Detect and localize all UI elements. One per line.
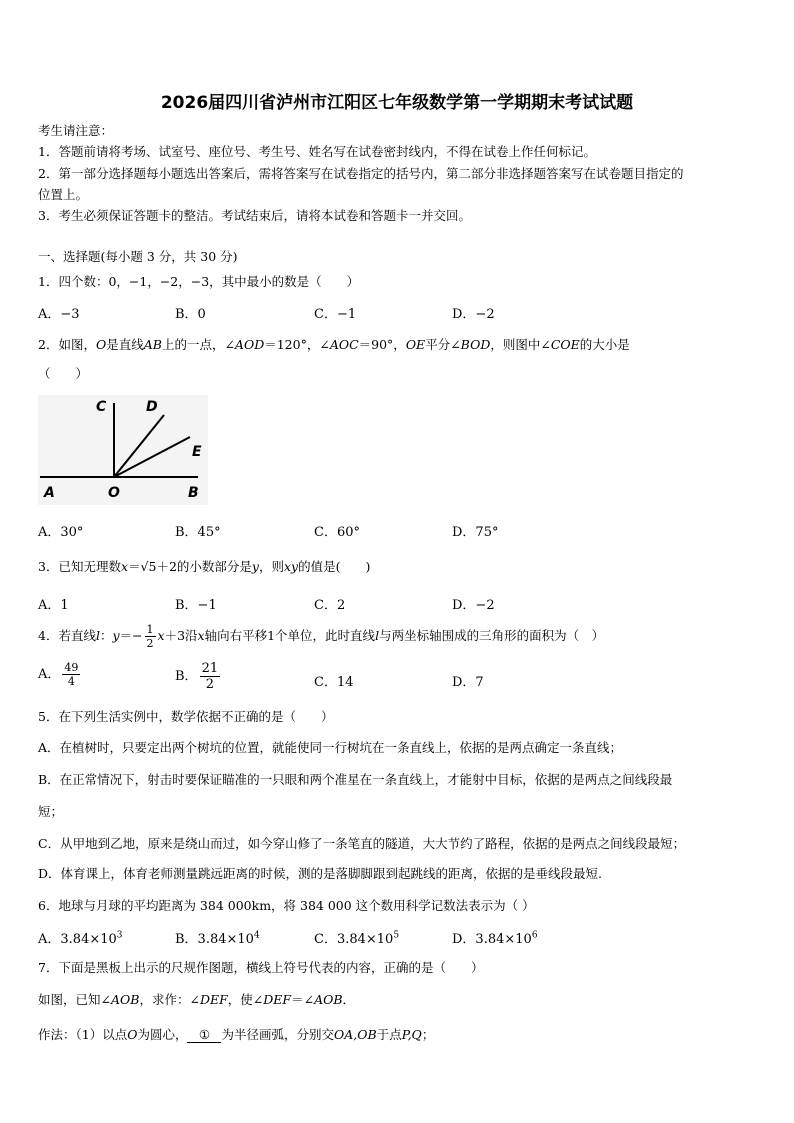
q6-option-a-exp: 3 [116,930,123,941]
q1-option-d: D．−2 [452,307,495,322]
q4-text: 轴向右平移1个单位，此时直线 [204,628,376,643]
q3-option-c: C．2 [314,598,346,613]
q4-text: 与两坐标轴围成的三角形的面积为（ ） [379,628,605,643]
q4-var: l [95,628,100,643]
label-e: E [192,444,202,460]
q6-option-a [38,928,123,947]
q2-text: ，则图中∠ [490,337,551,352]
q5-option-c: C．从甲地到乙地，原来是绕山而过，如今穿山修了一条笔直的隧道，大大节约了路程，依据的是两点之间线段最短； [38,836,686,851]
q3-option-d: D．−2 [452,598,495,613]
q2-text: 上的一点，∠ [161,337,235,352]
notice-item-2-cont: 位置上。 [38,187,89,202]
q3-text: ，则 [258,559,284,574]
q6-option-b [175,928,260,947]
q4-stem [38,623,604,650]
q2-text: 是直线 [106,337,144,352]
q7-var: DEF [199,992,228,1007]
q5-option-a: A．在植树时，只要定出两个树坑的位置，就能使同一行树坑在一条直线上，依据的是两点确定一条直线； [38,740,623,755]
label-d: D [146,399,158,415]
q4-var: x [197,628,205,643]
q4-option-b-num: 21 [201,661,219,676]
q6-option-d [452,928,538,947]
q7-text: 于点 [376,1027,402,1042]
q4-option-b-fraction [200,661,221,692]
q7-text: ，使∠ [227,992,264,1007]
q4-text: ： [99,628,113,643]
q2-var: AOC [329,337,359,352]
q2-var: OE [405,337,426,352]
q1-option-a: A．−3 [38,307,80,322]
q7-method [38,1025,434,1043]
q7-text: 作法：（1）以点 [38,1027,128,1042]
q4-option-a-den: 4 [67,675,75,688]
q7-text: ； [421,1027,435,1042]
notice-item-2: 2．第一部分选择题每小题选出答案后，需将答案写在试卷指定的括号内，第二部分非选择题答案写在试卷题目指定的 [38,166,684,181]
q5-option-b: B．在正常情况下，射击时要保证瞄准的一只眼和两个准星在一条直线上，才能射中目标，依据的是两点之间线段最 [38,772,673,787]
q7-text: ，求作：∠ [139,992,200,1007]
q2-var: AOD [234,337,265,352]
q4-fraction [145,623,156,650]
figure-background [38,395,208,505]
q2-var: AB [143,337,162,352]
q4-option-c: C．14 [314,675,354,690]
q3-var: xy [283,559,299,574]
q2-option-a: A．30° [38,525,84,540]
q4-fraction-num: 1 [146,623,154,636]
q4-var: y [112,628,120,643]
q7-var: OA,OB [334,1027,377,1042]
q2-figure [38,395,208,505]
q3-option-a: A．1 [38,598,69,613]
q1-option-b: B．0 [175,307,206,322]
q4-text: ＝− [119,628,143,643]
q5-option-d: D．体育课上，体育老师测量跳远距离的时候，测的是落脚脚跟到起跳线的距离，依据的是垂线段最短. [38,866,602,881]
q3-text: 3．已知无理数 [38,559,121,574]
notice-item-3: 3．考生必须保证答题卡的整洁。考试结束后，请将本试卷和答题卡一并交回。 [38,208,471,223]
q7-given [38,990,355,1008]
q4-option-b-den: 2 [205,677,214,692]
q7-text: ＝∠ [291,992,315,1007]
label-c: C [96,399,107,415]
q4-option-a-fraction [62,661,80,688]
label-b: B [188,485,199,501]
q2-option-b: B．45° [175,525,221,540]
q1-option-c: C．−1 [314,307,357,322]
label-a: A [44,485,55,501]
q6-option-b-base: B．3.84×10 [175,932,254,947]
q2-text: 平分∠ [425,337,461,352]
q4-option-a-label: A． [38,667,61,682]
section-heading: 一、选择题(每小题 3 分，共 30 分) [38,249,238,264]
q3-var: x [120,559,129,574]
q4-option-b [175,661,222,692]
q3-option-b: B．−1 [175,598,217,613]
q1-stem: 1．四个数：0，−1，−2，−3，其中最小的数是（ ） [38,274,360,289]
q2-option-d: D．75° [452,525,499,540]
q7-var: DEF [263,992,292,1007]
q7-text: 为半径画弧，分别交 [221,1027,334,1042]
q2-stem [38,335,630,353]
q7-blank: ① [187,1027,221,1043]
q2-paren: （ ） [38,366,89,381]
q3-text: 的值是( ) [298,559,371,574]
q6-option-b-exp: 4 [253,930,260,941]
q3-text: ＝√5＋2的小数部分是 [128,559,252,574]
page-title: 2026届四川省泸州市江阳区七年级数学第一学期期末考试试题 [160,93,634,113]
q2-text: ＝120°，∠ [264,337,330,352]
q6-option-c-base: C．3.84×10 [314,932,394,947]
q6-option-d-base: D．3.84×10 [452,932,532,947]
q4-fraction-den: 2 [146,637,154,650]
q2-var: O [95,337,107,352]
q7-var: P,Q [401,1027,422,1042]
q4-option-d: D．7 [452,675,484,690]
q4-text: 4．若直线 [38,628,96,643]
q2-text: 的大小是 [579,337,630,352]
q7-text: 为圆心， [137,1027,188,1042]
q4-option-b-label: B． [175,669,198,684]
q6-option-a-base: A．3.84×10 [38,932,117,947]
q7-text: ． [342,992,356,1007]
q2-var: COE [550,337,580,352]
q6-option-c [314,928,399,947]
q4-option-a [38,661,82,688]
q5-stem: 5．在下列生活实例中，数学依据不正确的是（ ） [38,709,334,724]
q6-option-d-exp: 6 [531,930,538,941]
q7-var: AOB [314,992,343,1007]
q5-option-b-cont: 短； [38,804,64,819]
q4-var: x [157,628,165,643]
notice-heading: 考生请注意： [38,123,114,138]
q2-text: 2．如图， [38,337,96,352]
q7-var: AOB [110,992,140,1007]
label-o: O [108,485,120,501]
q7-var: O [127,1027,138,1042]
q4-var: l [375,628,380,643]
q2-text: ＝90°， [358,337,406,352]
q4-option-a-num: 49 [64,661,79,674]
notice-item-1: 1．答题前请将考场、试室号、座位号、考生号、姓名写在试卷密封线内，不得在试卷上作任何标记。 [38,144,596,159]
q3-var: y [251,559,259,574]
q2-option-c: C．60° [314,525,360,540]
q3-stem [38,557,370,575]
q7-text: 如图，已知∠ [38,992,111,1007]
q4-text: ＋3沿 [164,628,198,643]
q6-option-c-exp: 5 [393,930,400,941]
q6-stem: 6．地球与月球的平均距离为 384 000km，将 384 000 这个数用科学记数法表示为（ ） [38,898,535,913]
q2-var: BOD [460,337,491,352]
q7-stem: 7．下面是黑板上出示的尺规作图题，横线上符号代表的内容，正确的是（ ） [38,960,484,975]
